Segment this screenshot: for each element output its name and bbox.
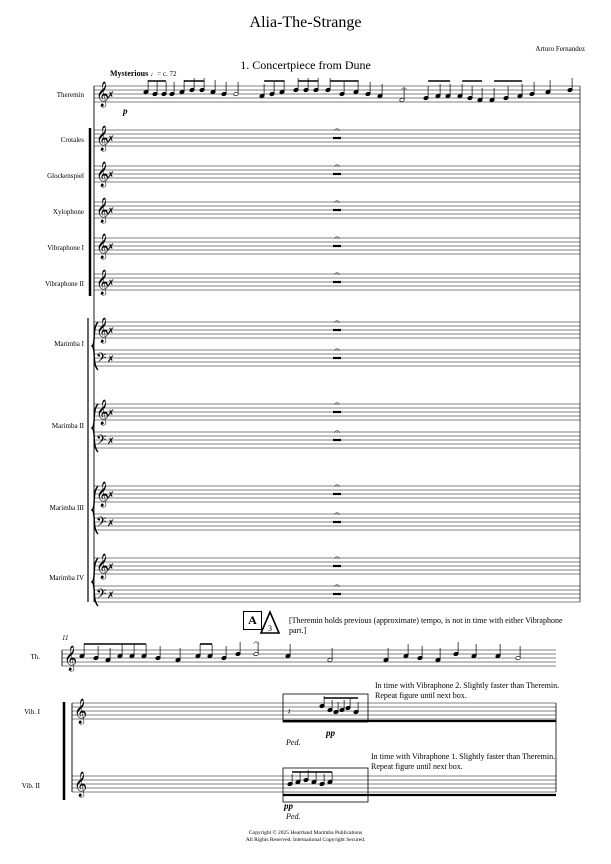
instrument-label-vibraphone-1: Vibraphone I: [47, 244, 84, 252]
staff-lines: [62, 78, 580, 800]
theremin-note: [325, 88, 330, 93]
instrument-abbr-vibraphone-2: Vib. II: [21, 782, 40, 790]
bass-clef: 𝄢: [96, 586, 107, 605]
theremin-note: [141, 654, 146, 659]
theremin-note: [339, 92, 344, 97]
theremin-note: [503, 96, 508, 101]
time-signature-x: ✗: [107, 135, 115, 145]
score-title: Alia-The-Strange: [249, 14, 362, 31]
composer-name: Arturo Fernandez: [535, 45, 585, 53]
time-signature-x: ✗: [107, 91, 115, 101]
theremin-note: [517, 94, 522, 99]
quarter-rest: 𝄽: [288, 707, 291, 716]
theremin-note: [253, 652, 258, 657]
theremin-note: [161, 92, 166, 97]
treble-clef: 𝄞: [74, 699, 88, 724]
time-signature-x: ✗: [107, 327, 115, 337]
fermata: 𝄐: [334, 509, 340, 520]
instrument-label-marimba-2: Marimba II: [51, 422, 84, 430]
theremin-note: [477, 98, 482, 103]
instrument-abbr-vibraphone-1: Vib. I: [24, 708, 40, 716]
fermata: 𝄐: [334, 197, 340, 208]
theremin-note: [155, 656, 160, 661]
theremin-note: [143, 90, 148, 95]
vib1-note: [345, 706, 350, 711]
theremin-note: [403, 654, 408, 659]
instrument-label-theremin: Theremin: [56, 91, 84, 99]
vib2-note: [311, 780, 316, 785]
vib1-note: [339, 708, 344, 713]
theremin-note: [545, 90, 550, 95]
vib1-note: [353, 710, 358, 715]
notation-glyphs: [64, 81, 573, 797]
theremin-note: [152, 92, 157, 97]
treble-clef: 𝄞: [96, 400, 110, 425]
theremin-note: [195, 654, 200, 659]
theremin-note: [221, 92, 226, 97]
theremin-note: [129, 654, 134, 659]
vib1-note: [333, 710, 338, 715]
treble-clef: 𝄞: [96, 482, 110, 507]
theremin-note: [210, 90, 215, 95]
time-signature-x: ✗: [107, 563, 115, 573]
copyright-line-2: All Rights Reserved. International Copyright Secured.: [245, 837, 366, 843]
dynamic-piano: p: [123, 106, 128, 116]
bass-clef: 𝄢: [96, 350, 107, 369]
treble-clef: 𝄞: [96, 234, 110, 259]
theremin-performance-note: [Theremin holds previous (approximate) tempo, is not in time with either Vibraphone part.]: [289, 616, 563, 635]
fermata: 𝄐: [334, 345, 340, 356]
theremin-note: [279, 90, 284, 95]
bass-clef: 𝄢: [96, 432, 107, 451]
fermata: 𝄐: [253, 638, 259, 649]
theremin-note: [435, 658, 440, 663]
theremin-note: [435, 94, 440, 99]
vib2-figure-box: [283, 768, 368, 802]
theremin-note: [199, 88, 204, 93]
instrument-label-marimba-1: Marimba I: [54, 340, 84, 348]
theremin-note: [303, 88, 308, 93]
theremin-note: [467, 96, 472, 101]
theremin-note: [233, 92, 238, 97]
rehearsal-mark: A: [243, 611, 262, 630]
fermata: 𝄐: [334, 481, 340, 492]
vib2-note: [319, 782, 324, 787]
time-signature-x: ✗: [107, 591, 115, 601]
theremin-note: [327, 658, 332, 663]
fermata: 𝄐: [334, 317, 340, 328]
movement-title: 1. Concertpiece from Dune: [240, 58, 371, 72]
theremin-note: [117, 654, 122, 659]
theremin-note: [207, 654, 212, 659]
instrument-label-xylophone: Xylophone: [52, 208, 84, 216]
bass-clef: 𝄢: [96, 514, 107, 533]
fermata: 𝄐: [334, 427, 340, 438]
vibraphone-2-performance-note: In time with Vibraphone 1. Slightly faster than Theremin. Repeat figure until next box.: [371, 752, 556, 771]
copyright-line-1: Copyright © 2025 Heartland Marimba Publications: [248, 830, 363, 836]
rehearsal-triangle: [261, 612, 279, 633]
fermata: 𝄐: [334, 233, 340, 244]
theremin-note: [377, 94, 382, 99]
theremin-note: [353, 90, 358, 95]
vib1-note: [327, 708, 332, 713]
metronome-mark: ♩= c. 72: [150, 70, 177, 78]
dynamic-pianissimo-vib2: pp: [284, 801, 293, 811]
vib2-note: [295, 780, 300, 785]
vib2-note: [303, 778, 308, 783]
theremin-note: [529, 92, 534, 97]
vib1-note: [319, 704, 324, 709]
theremin-note: [105, 658, 110, 663]
treble-clef: 𝄞: [96, 198, 110, 223]
treble-clef: 𝄞: [64, 646, 78, 671]
theremin-note: [169, 92, 174, 97]
theremin-note: [453, 652, 458, 657]
treble-clef: 𝄞: [96, 126, 110, 151]
theremin-note: [399, 98, 404, 103]
theremin-note: [365, 92, 370, 97]
theremin-note: [567, 88, 572, 93]
time-signature-x: ✗: [107, 243, 115, 253]
rehearsal-sub: 3: [268, 624, 272, 633]
theremin-note: [457, 94, 462, 99]
theremin-note: [269, 92, 274, 97]
time-signature-x: ✗: [107, 279, 115, 289]
theremin-note: [79, 654, 84, 659]
time-signature-x: ✗: [107, 437, 115, 447]
fermata: 𝄐: [334, 161, 340, 172]
time-signature-x: ✗: [107, 409, 115, 419]
treble-clef: 𝄞: [96, 270, 110, 295]
measure-number: 11: [62, 634, 69, 642]
instrument-label-crotales: Crotales: [60, 136, 84, 144]
theremin-note: [235, 652, 240, 657]
theremin-note: [93, 656, 98, 661]
theremin-note: [221, 656, 226, 661]
theremin-note: [515, 656, 520, 661]
fermata: 𝄐: [334, 269, 340, 280]
time-signature-x: ✗: [107, 171, 115, 181]
fermata: 𝄐: [401, 84, 407, 95]
theremin-note: [489, 98, 494, 103]
theremin-note: [179, 90, 184, 95]
fermata: 𝄐: [334, 581, 340, 592]
treble-clef: 𝄞: [96, 82, 110, 107]
dynamic-pianissimo-vib1: pp: [326, 728, 335, 738]
theremin-note: [471, 654, 476, 659]
pedal-mark-vib1: Ped.: [286, 738, 301, 747]
instrument-label-vibraphone-2: Vibraphone II: [44, 280, 84, 288]
instrument-label-marimba-3: Marimba III: [49, 504, 84, 512]
fermata: 𝄐: [334, 553, 340, 564]
pedal-mark-vib2: Ped.: [286, 812, 301, 821]
vib2-note: [287, 782, 292, 787]
treble-clef: 𝄞: [74, 772, 88, 797]
theremin-note: [285, 654, 290, 659]
tempo-text: Mysterious: [110, 69, 149, 78]
theremin-note: [313, 88, 318, 93]
vib2-note: [327, 780, 332, 785]
theremin-note: [259, 94, 264, 99]
time-signature-x: ✗: [107, 207, 115, 217]
treble-clef: 𝄞: [96, 162, 110, 187]
time-signature-x: ✗: [107, 355, 115, 365]
theremin-note: [417, 656, 422, 661]
time-signature-x: ✗: [107, 491, 115, 501]
vibraphone-1-performance-note: In time with Vibraphone 2. Slightly faster than Theremin. Repeat figure until next box.: [375, 681, 560, 700]
theremin-note: [445, 94, 450, 99]
fermata: 𝄐: [334, 399, 340, 410]
instrument-label-marimba-4: Marimba IV: [49, 574, 84, 582]
theremin-note: [423, 96, 428, 101]
theremin-note: [383, 658, 388, 663]
theremin-note: [495, 654, 500, 659]
time-signature-x: ✗: [107, 519, 115, 529]
treble-clef: 𝄞: [96, 318, 110, 343]
theremin-note: [189, 88, 194, 93]
fermata: 𝄐: [334, 125, 340, 136]
theremin-note: [293, 88, 298, 93]
treble-clef: 𝄞: [96, 554, 110, 579]
instrument-abbr-theremin: Th.: [30, 653, 40, 661]
theremin-note: [175, 658, 180, 663]
instrument-label-glockenspiel: Glockenspiel: [47, 172, 84, 180]
